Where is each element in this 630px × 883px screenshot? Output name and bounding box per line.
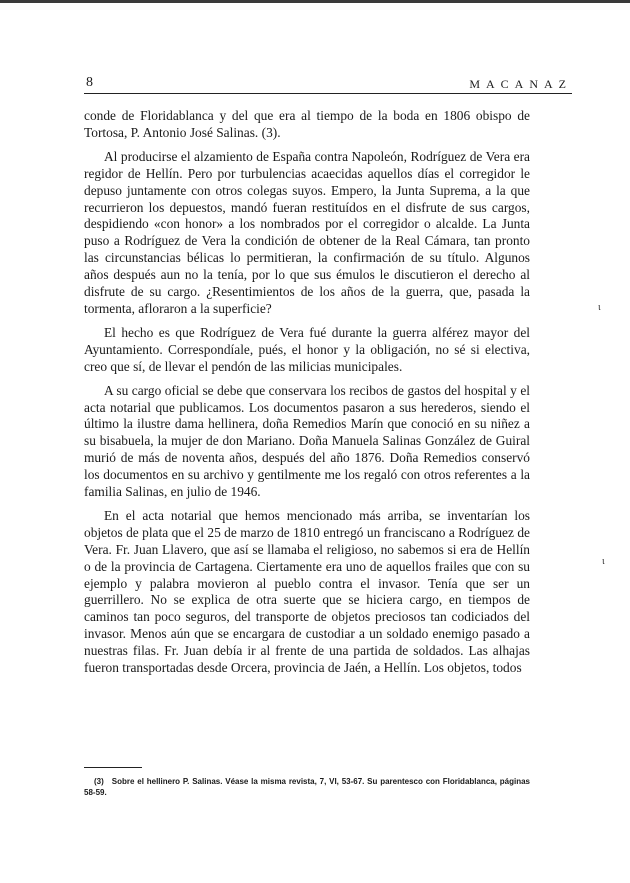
page-header [84,73,572,94]
footnote-marker: (3) [94,777,104,786]
margin-mark: ι [598,302,601,313]
paragraph: A su cargo oficial se debe que conservara los recibos de gastos del hospital y el acta notarial que publicamos. Los documentos pasaron a sus herederos, siendo el último la ilustre dama hellinera, doña Remedios Marín que conoció en su niñez a su bisabuela, la mujer de don Mariano. Doña Manuela Salinas González de Guiral murió de más de noventa años, después del año 1876. Doña Remedios conservó los documentos en su archivo y gentilmente me los regaló con otros referentes a la familia Salinas, en julio de 1946. [84,382,530,500]
footnote-text: Sobre el hellinero P. Salinas. Véase la misma revista, 7, VI, 53-67. Su parentesco con Floridablanca, páginas 58-59. [84,777,530,797]
paragraph: Al producirse el alzamiento de España contra Napoleón, Rodríguez de Vera era regidor de Hellín. Pero por turbulencias acaecidas aquellos días el corregidor le depuso juntamente con otros colegas suyos. Empero, la Junta Suprema, a la que recurrieron los depuestos, mandó fueran restituídos en el disfrute de sus cargos, despidiendo «con honor» a los nombrados por el corregidor o alcalde. La Junta puso a Rodríguez de Vera la condición de obtener de la Real Cámara, tan pronto las circunstancias bélicas lo permitieran, la confirmación de su título. Algunos años después aun no la tenía, por lo que sus émulos le discutieron el derecho al disfrute de su cargo. ¿Resentimientos de los años de la guerra, que, pasada la tormenta, afloraron a la superficie? [84,148,530,316]
top-edge-rule [0,0,630,3]
page-number: 8 [86,75,93,90]
footnote-rule [84,767,142,768]
paragraph: conde de Floridablanca y del que era al tiempo de la boda en 1806 obispo de Tortosa, P. Antonio José Salinas. (3). [84,108,530,140]
paragraph: El hecho es que Rodríguez de Vera fué durante la guerra alférez mayor del Ayuntamiento. Correspondíale, pués, el honor y la obligación, no sé si electiva, creo que sí, de llevar el pendón de las milicias municipales. [84,324,530,374]
running-title: MACANAZ [469,77,572,91]
margin-mark: ι [602,556,605,567]
footnote [84,776,530,798]
paragraph: En el acta notarial que hemos mencionado más arriba, se inventarían los objetos de plata que el 25 de marzo de 1810 entregó un franciscano a Rodríguez de Vera. Fr. Juan Llavero, que así se llamaba el religioso, no sabemos si era de Hellín o de la provincia de Cartagena. Ciertamente era uno de aquellos frailes que con su ejemplo y palabra movieron al pueblo contra el invasor. Tenía que ser un guerrillero. No se explica de otra suerte que se hiciera cargo, en tiempos de caminos tan poco seguros, del transporte de objetos preciosos tan codiciados del invasor. Menos aún que se encargara de custodiar a un soldado enemigo pasado a nuestras filas. Fr. Juan debía ir al frente de una partida de soldados. Las alhajas fueron transportadas desde Orcera, provincia de Jaén, a Hellín. Los objetos, todos [84,507,530,676]
body-text [84,108,530,684]
